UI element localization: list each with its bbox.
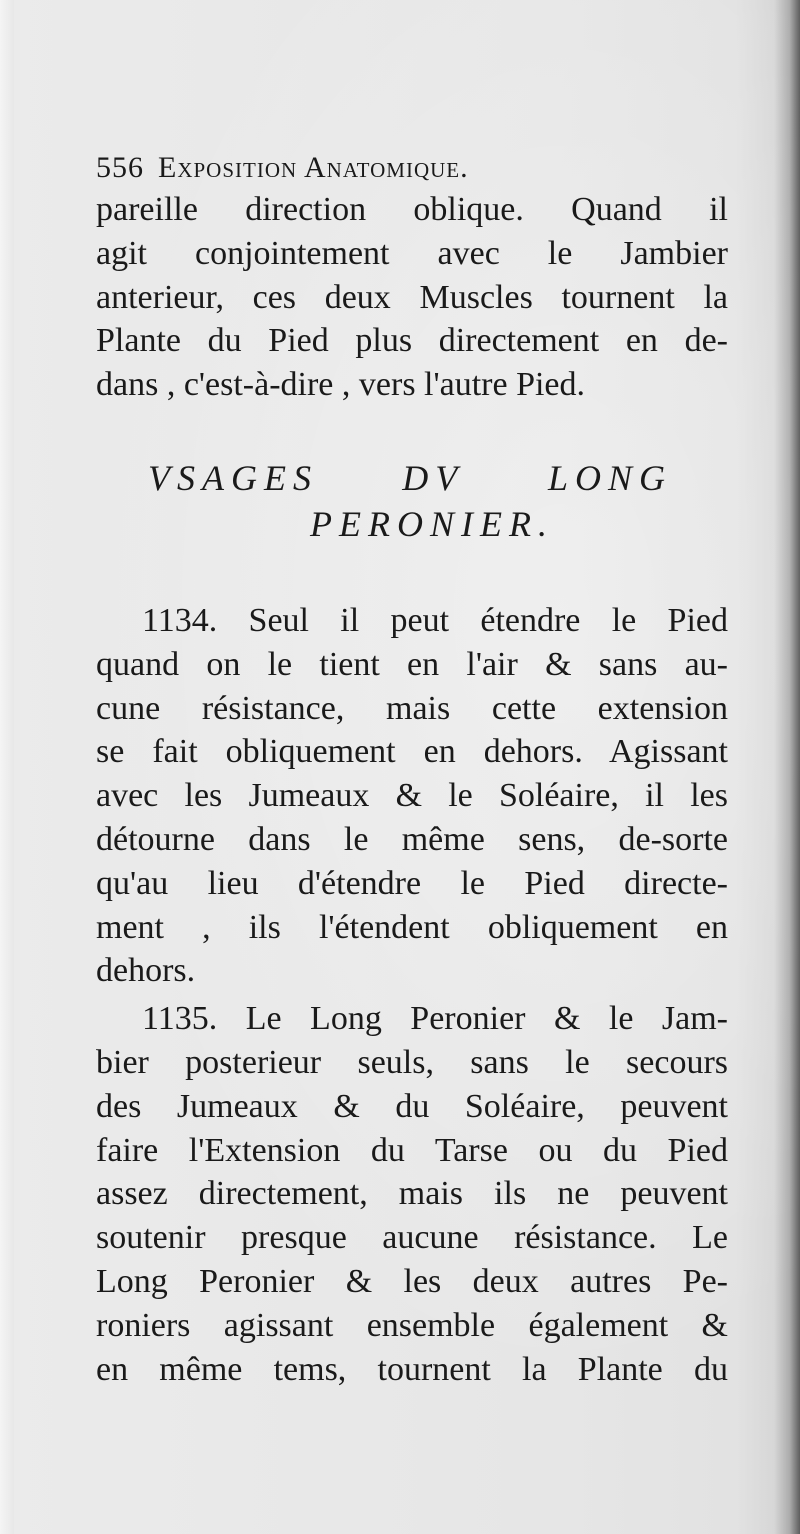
text-line: anterieur, ces deux Muscles tournent la bbox=[96, 278, 728, 316]
section-heading-line-1: VSAGES DV LONG bbox=[148, 457, 672, 498]
text-line: bier posterieur seuls, sans le secours bbox=[96, 1043, 728, 1081]
text-line: cune résistance, mais cette extension bbox=[96, 689, 728, 727]
page-left-edge bbox=[0, 0, 14, 1534]
page-number: 556 bbox=[96, 151, 144, 184]
text-line: Long Peronier & les deux autres Pe- bbox=[96, 1262, 728, 1300]
text-line: pareille direction oblique. Quand il bbox=[96, 191, 728, 228]
running-title: Exposition Anatomique. bbox=[158, 151, 469, 184]
text-line: 1134. Seul il peut étendre le Pied bbox=[142, 601, 728, 639]
page-binding-shadow bbox=[774, 0, 800, 1534]
text-line: soutenir presque aucune résistance. Le bbox=[96, 1219, 728, 1257]
text-line: roniers agissant ensemble également & bbox=[96, 1306, 728, 1344]
paragraph-1134 bbox=[96, 599, 728, 993]
text-line: 1135. Le Long Peronier & le Jam- bbox=[142, 1000, 728, 1038]
text-line: détourne dans le même sens, de-sorte bbox=[96, 820, 728, 858]
section-heading-line-2: PERONIER. bbox=[310, 503, 554, 544]
text-line: Plante du Pied plus directement en de- bbox=[96, 322, 728, 360]
text-line: ment , ils l'étendent obliquement en bbox=[96, 908, 728, 946]
intro-paragraph bbox=[96, 188, 728, 407]
text-line: faire l'Extension du Tarse ou du Pied bbox=[96, 1131, 728, 1169]
text-block bbox=[96, 148, 728, 1391]
text-line: en même tems, tournent la Plante du bbox=[96, 1350, 728, 1388]
text-line: des Jumeaux & du Soléaire, peuvent bbox=[96, 1087, 728, 1125]
text-line: dehors. bbox=[96, 952, 196, 990]
text-line: quand on le tient en l'air & sans au- bbox=[96, 645, 728, 683]
text-line: agit conjointement avec le Jambier bbox=[96, 234, 728, 272]
text-line: assez directement, mais ils ne peuvent bbox=[96, 1175, 728, 1213]
text-line: dans , c'est-à-dire , vers l'autre Pied. bbox=[96, 366, 586, 404]
running-head bbox=[96, 148, 728, 188]
text-line: se fait obliquement en dehors. Agissant bbox=[96, 733, 728, 771]
text-line: qu'au lieu d'étendre le Pied directe- bbox=[96, 864, 728, 902]
text-line: avec les Jumeaux & le Soléaire, il les bbox=[96, 777, 728, 815]
paragraph-1135 bbox=[96, 997, 728, 1391]
section-gap bbox=[96, 547, 728, 599]
